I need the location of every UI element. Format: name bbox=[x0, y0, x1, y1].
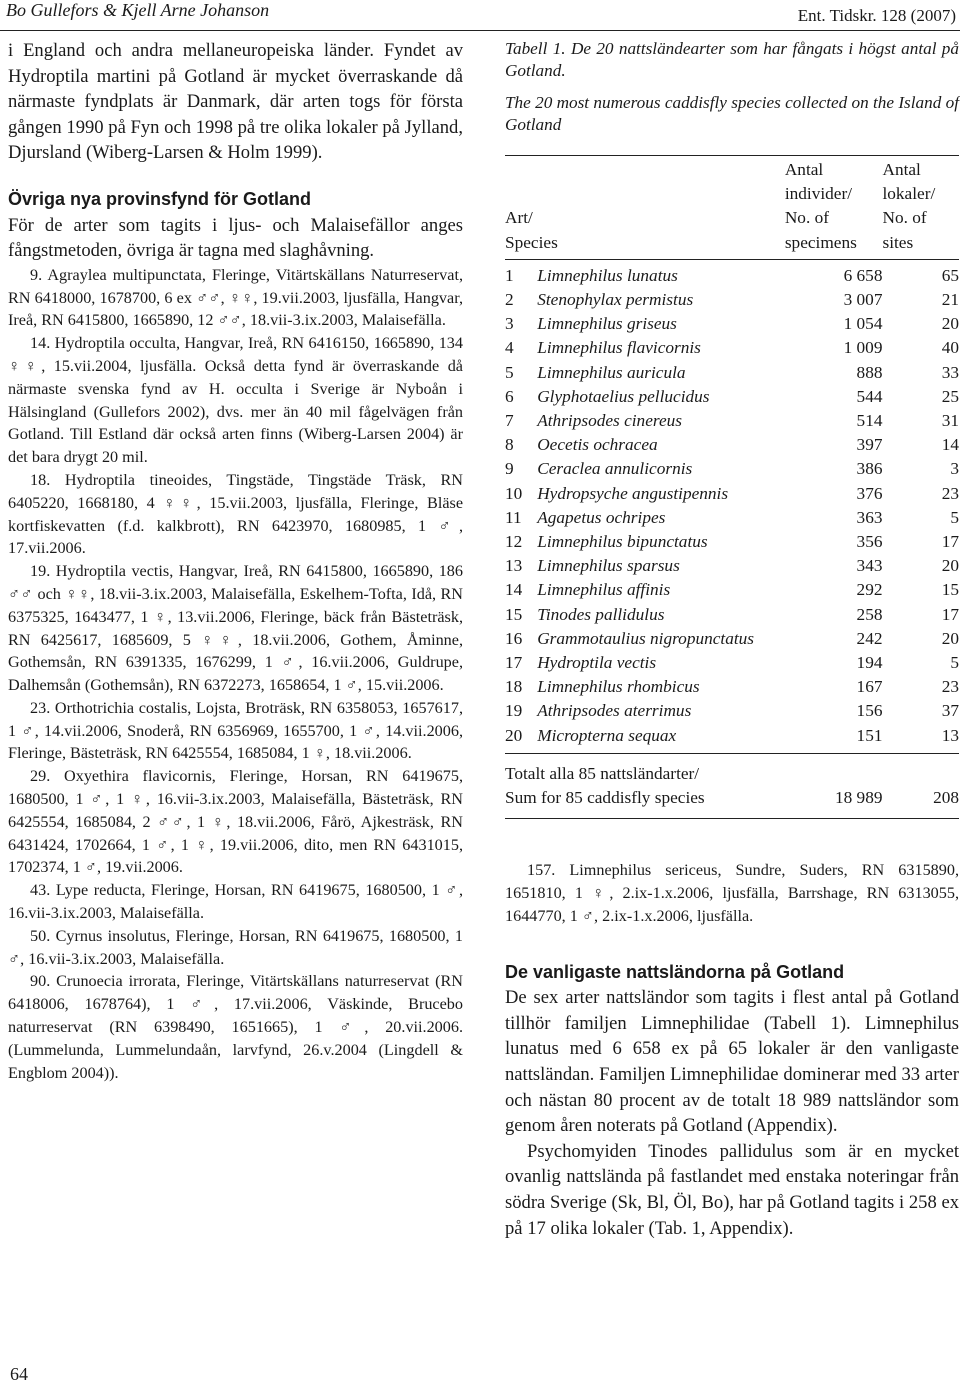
table-header-row-3 bbox=[505, 206, 959, 230]
row-number: 12 bbox=[505, 532, 523, 552]
table-row bbox=[505, 336, 959, 360]
row-individuals: 544 bbox=[856, 386, 883, 406]
row-species: Limnephilus auricula bbox=[537, 362, 686, 382]
row-sites: 65 bbox=[941, 265, 959, 285]
record-23: 23. Orthotrichia costalis, Lojsta, Broträsk, RN 6358053, 1657617, 1 ♂, 14.vii.2006, Snoderå, RN 6356969, 1655700, 1 ♂, 14.vii.2006, Fleringe, Bästeträsk, RN 6425554, 1685084, 1 ♀, 18.vii.2006. bbox=[8, 698, 463, 763]
row-individuals: 3 007 bbox=[843, 290, 883, 310]
col-lok-line1: Antal bbox=[882, 160, 921, 179]
row-number: 6 bbox=[505, 386, 514, 406]
table-row bbox=[505, 724, 959, 748]
table-header-row-4 bbox=[505, 231, 959, 260]
method-paragraph: För de arter som tagits i ljus- och Malaisefällor anges fångstmetoden, övriga är tagna med slaghåvning. bbox=[8, 214, 463, 262]
table-row bbox=[505, 578, 959, 602]
record-18: 18. Hydroptila tineoides, Tingstäde, Tingstäde Träsk, RN 6405220, 1668180, 4 ♀♀, 15.vii.2003, ljusfälla, Fleringe, Bläse kortfiskevatten (f.d. kalkbrott), RN 6423970, 1680985, 1 ♂, 17.vii.2006. bbox=[8, 470, 463, 558]
row-species: Limnephilus affinis bbox=[537, 580, 671, 600]
table-row bbox=[505, 457, 959, 481]
table-row bbox=[505, 409, 959, 433]
left-column bbox=[8, 38, 463, 1084]
row-sites: 3 bbox=[950, 459, 959, 479]
table-caption-swedish bbox=[505, 38, 959, 82]
table-caption-english: The 20 most numerous caddisfly species collected on the Island of Gotland bbox=[505, 93, 959, 134]
col-ind-line3: No. of bbox=[784, 208, 829, 228]
common-paragraph-2: Psychomyiden Tinodes pallidulus som är en mycket ovanlig nattslända på fastlandet med enstaka noteringar från södra Sverige (Sk, Bl, Öl, Bo), har på Gotland tagits i 258 ex på 17 olika lokaler (Tab. 1, Appendix). bbox=[505, 1140, 959, 1239]
row-sites: 20 bbox=[941, 628, 959, 648]
row-species: Limnephilus bipunctatus bbox=[537, 532, 708, 552]
record-157: 157. Limnephilus sericeus, Sundre, Suders, RN 6315890, 1651810, 1 ♀, 2.ix-1.x.2006, ljusfälla, Barrshage, RN 6313055, 1644770, 1 ♂, 2.ix-1.x.2006, ljusfälla. bbox=[505, 861, 959, 925]
row-individuals: 292 bbox=[856, 580, 883, 600]
row-species: Limnephilus flavicornis bbox=[537, 338, 701, 358]
row-sites: 23 bbox=[941, 483, 959, 503]
row-sites: 33 bbox=[941, 362, 959, 382]
col-ind-line2: individer/ bbox=[784, 184, 853, 204]
col-lok-line2: lokaler/ bbox=[882, 184, 936, 204]
row-individuals: 242 bbox=[856, 628, 883, 648]
record-9: 9. Agraylea multipunctata, Fleringe, Vitärtskällans Naturreservat, RN 6418000, 1678700, 6 ex ♂♂, ♀♀, 19.vii.2003, ljusfälla, Hangvar, Ireå, RN 6415800, 1665890, 12 ♂♂, 18.vii-3.ix.2003, Malaisefälla. bbox=[8, 265, 463, 330]
row-sites: 17 bbox=[941, 604, 959, 624]
total-label-line2: Sum for 85 caddisfly species bbox=[505, 788, 705, 808]
table-caption-sv-text: De 20 nattsländearter som har fångats i högst antal på Gotland. bbox=[505, 39, 959, 80]
row-number: 13 bbox=[505, 556, 523, 576]
page-number: 64 bbox=[10, 1364, 28, 1384]
common-paragraph-1: De sex arter nattsländor som tagits i flest antal på Gotland tillhör familjen Limnephilidae (Tabell 1). Limnephilus lunatus med 6 658 ex på 65 lokaler är den vanligaste nattsländan. Familjen Limnephilidae dominerar med 33 arter och nästan 80 procent av de totalt 18 989 nattsländor som genom åren noterats på Gotland (Appendix). bbox=[505, 987, 959, 1137]
table-row bbox=[505, 288, 959, 312]
row-number: 4 bbox=[505, 338, 514, 358]
row-number: 17 bbox=[505, 653, 523, 673]
col-species-line1: Art/ bbox=[505, 208, 533, 228]
row-number: 5 bbox=[505, 362, 514, 382]
row-species: Hydropsyche angustipennis bbox=[537, 483, 729, 503]
table-row bbox=[505, 361, 959, 385]
row-species: Glyphotaelius pellucidus bbox=[537, 386, 710, 406]
row-sites: 23 bbox=[941, 677, 959, 697]
row-species: Ceraclea annulicornis bbox=[537, 459, 693, 479]
table-total bbox=[505, 753, 959, 819]
table-row bbox=[505, 603, 959, 627]
row-species: Grammotaulius nigropunctatus bbox=[537, 628, 755, 648]
row-individuals: 167 bbox=[856, 677, 883, 697]
record-90: 90. Crunoecia irrorata, Fleringe, Vitärtskällans naturreservat (RN 6418006, 1678764), 1 ♂, 17.vii.2006, Väskinde, Brucebo naturreservat (RN 6398490, 1651665), 1 ♂, 20.vii.2006. (Lummelunda, Lummelundaån, larvfynd, 26.v.2004 (Lingdell & Engblom 2004)). bbox=[8, 972, 463, 1082]
row-species: Micropterna sequax bbox=[537, 725, 677, 745]
row-sites: 31 bbox=[941, 411, 959, 431]
row-number: 15 bbox=[505, 604, 523, 624]
row-individuals: 343 bbox=[856, 556, 883, 576]
table-row bbox=[505, 530, 959, 554]
running-header-journal: Ent. Tidskr. 128 (2007) bbox=[797, 6, 956, 25]
row-species: Agapetus ochripes bbox=[537, 507, 666, 527]
species-table bbox=[505, 155, 959, 819]
row-number: 7 bbox=[505, 411, 514, 431]
total-label-line1: Totalt alla 85 nattsländarter/ bbox=[505, 763, 700, 783]
section-heading-common: De vanligaste nattsländorna på Gotland bbox=[505, 961, 845, 982]
row-individuals: 888 bbox=[856, 362, 883, 382]
running-header-authors: Bo Gullefors & Kjell Arne Johanson bbox=[6, 0, 270, 20]
row-species: Tinodes pallidulus bbox=[537, 604, 665, 624]
row-individuals: 156 bbox=[856, 701, 883, 721]
col-ind-line1: Antal bbox=[784, 160, 824, 179]
table-row bbox=[505, 651, 959, 675]
col-species-line2: Species bbox=[505, 231, 785, 260]
row-number: 3 bbox=[505, 314, 514, 334]
row-sites: 13 bbox=[941, 725, 959, 745]
row-species: Limnephilus lunatus bbox=[537, 265, 678, 285]
header-rule bbox=[0, 30, 960, 31]
col-ind-line4: specimens bbox=[785, 231, 883, 260]
row-individuals: 1 009 bbox=[843, 338, 883, 358]
row-number: 11 bbox=[505, 507, 522, 527]
col-lok-line4: sites bbox=[882, 231, 959, 260]
row-individuals: 514 bbox=[856, 411, 883, 431]
table-row bbox=[505, 699, 959, 723]
table-caption-label: Tabell 1. bbox=[505, 39, 566, 58]
row-sites: 21 bbox=[941, 290, 959, 310]
table-row bbox=[505, 554, 959, 578]
table-row bbox=[505, 433, 959, 457]
row-individuals: 397 bbox=[856, 435, 883, 455]
row-sites: 14 bbox=[941, 435, 959, 455]
row-number: 20 bbox=[505, 725, 523, 745]
row-species: Hydroptila vectis bbox=[537, 653, 657, 673]
row-individuals: 356 bbox=[856, 532, 883, 552]
table-header-row-2 bbox=[505, 182, 959, 206]
row-species: Athripsodes aterrimus bbox=[537, 701, 692, 721]
record-14: 14. Hydroptila occulta, Hangvar, Ireå, RN 6416150, 1665890, 134 ♀♀, 15.vii.2004, ljusfälla. Också detta fynd är överraskande då närmaste svenska fynd av H. occulta i Sverige är Nyboån i Hälsingland (Gullefors 2002), dvs. mer än 40 mil fågelvägen från Gotland. Till Estland där också arten finns (Wiberg-Larsen 2004) är det bara drygt 20 mil. bbox=[8, 334, 463, 467]
table-header-row-1 bbox=[505, 156, 959, 182]
table-row bbox=[505, 482, 959, 506]
row-number: 9 bbox=[505, 459, 514, 479]
table-row bbox=[505, 506, 959, 530]
row-sites: 37 bbox=[941, 701, 959, 721]
row-sites: 25 bbox=[941, 386, 959, 406]
row-sites: 5 bbox=[950, 507, 959, 527]
row-individuals: 258 bbox=[856, 604, 883, 624]
col-lok-line3: No. of bbox=[882, 208, 927, 228]
row-number: 1 bbox=[505, 265, 514, 285]
row-individuals: 6 658 bbox=[843, 265, 883, 285]
row-sites: 15 bbox=[941, 580, 959, 600]
row-sites: 20 bbox=[941, 556, 959, 576]
row-individuals: 194 bbox=[856, 653, 883, 673]
row-individuals: 1 054 bbox=[843, 314, 883, 334]
row-species: Limnephilus sparsus bbox=[537, 556, 680, 576]
table-row bbox=[505, 627, 959, 651]
record-50: 50. Cyrnus insolutus, Fleringe, Horsan, RN 6419675, 1680500, 1 ♂, 16.vii-3.ix.2003, Malaisefälla. bbox=[8, 926, 463, 968]
table-row bbox=[505, 385, 959, 409]
table-body bbox=[505, 259, 959, 748]
row-number: 10 bbox=[505, 483, 523, 503]
total-sites: 208 bbox=[933, 788, 959, 808]
row-number: 16 bbox=[505, 628, 523, 648]
row-species: Athripsodes cinereus bbox=[537, 411, 682, 431]
row-sites: 17 bbox=[941, 532, 959, 552]
record-43: 43. Lype reducta, Fleringe, Horsan, RN 6419675, 1680500, 1 ♂, 16.vii-3.ix.2003, Malaisefälla. bbox=[8, 881, 463, 923]
row-number: 19 bbox=[505, 701, 523, 721]
row-species: Limnephilus rhombicus bbox=[537, 677, 700, 697]
table-row bbox=[505, 312, 959, 336]
row-individuals: 376 bbox=[856, 483, 883, 503]
row-sites: 5 bbox=[950, 653, 959, 673]
intro-paragraph: i England och andra mellaneuropeiska länder. Fyndet av Hydroptila martini på Gotland är mycket överraskande då närmaste fyndplats är Danmark, där arten togs för första gången 1990 på Fyn och 1998 på tre olika lokaler på Jylland, Djursland (Wiberg-Larsen & Holm 1999). bbox=[8, 40, 463, 164]
row-number: 2 bbox=[505, 290, 514, 310]
row-sites: 20 bbox=[941, 314, 959, 334]
row-number: 14 bbox=[505, 580, 523, 600]
row-species: Limnephilus griseus bbox=[537, 314, 677, 334]
total-individuals: 18 989 bbox=[834, 788, 883, 808]
table-row bbox=[505, 259, 959, 288]
row-sites: 40 bbox=[941, 338, 959, 358]
record-29: 29. Oxyethira flavicornis, Fleringe, Horsan, RN 6419675, 1680500, 1 ♂, 1 ♀, 16.vii-3.ix.2003, Malaisefälla, Bästeträsk, RN 6425554, 1685084, 2 ♂♂, 1 ♀, 18.vii.2006, Fårö, Ajkesträsk, RN 6431424, 1702664, 1 ♂, 1 ♀, 19.vii.2006, dito, men RN 6431015, 1702374, 1 ♂, 19.vii.2006. bbox=[8, 767, 463, 877]
row-number: 8 bbox=[505, 435, 514, 455]
section-heading-new-records: Övriga nya provinsfynd för Gotland bbox=[8, 188, 312, 209]
row-individuals: 151 bbox=[856, 725, 883, 745]
row-individuals: 363 bbox=[856, 507, 883, 527]
right-column bbox=[505, 38, 959, 1241]
row-species: Oecetis ochracea bbox=[537, 435, 658, 455]
record-19: 19. Hydroptila vectis, Hangvar, Ireå, RN 6415800, 1665890, 186 ♂♂ och ♀♀, 18.vii-3.ix.2003, Malaisefälla, Eskelhem-Tofta, Idå, RN 6375325, 1643477, 1 ♀, 13.vii.2006, Fleringe, bäck från Bästeträsk, RN 6425617, 1685609, 5 ♀♀, 18.vii.2006, Gothem, Åminne, Gothemsån, RN 6391335, 1676299, 1 ♂, 16.vii.2006, Guldrupe, Dalhemsån (Gothemsån), RN 6372273, 1658654, 1 ♂, 15.vii.2006. bbox=[8, 562, 463, 695]
table-row bbox=[505, 675, 959, 699]
row-species: Stenophylax permistus bbox=[537, 290, 694, 310]
row-individuals: 386 bbox=[856, 459, 883, 479]
row-number: 18 bbox=[505, 677, 523, 697]
